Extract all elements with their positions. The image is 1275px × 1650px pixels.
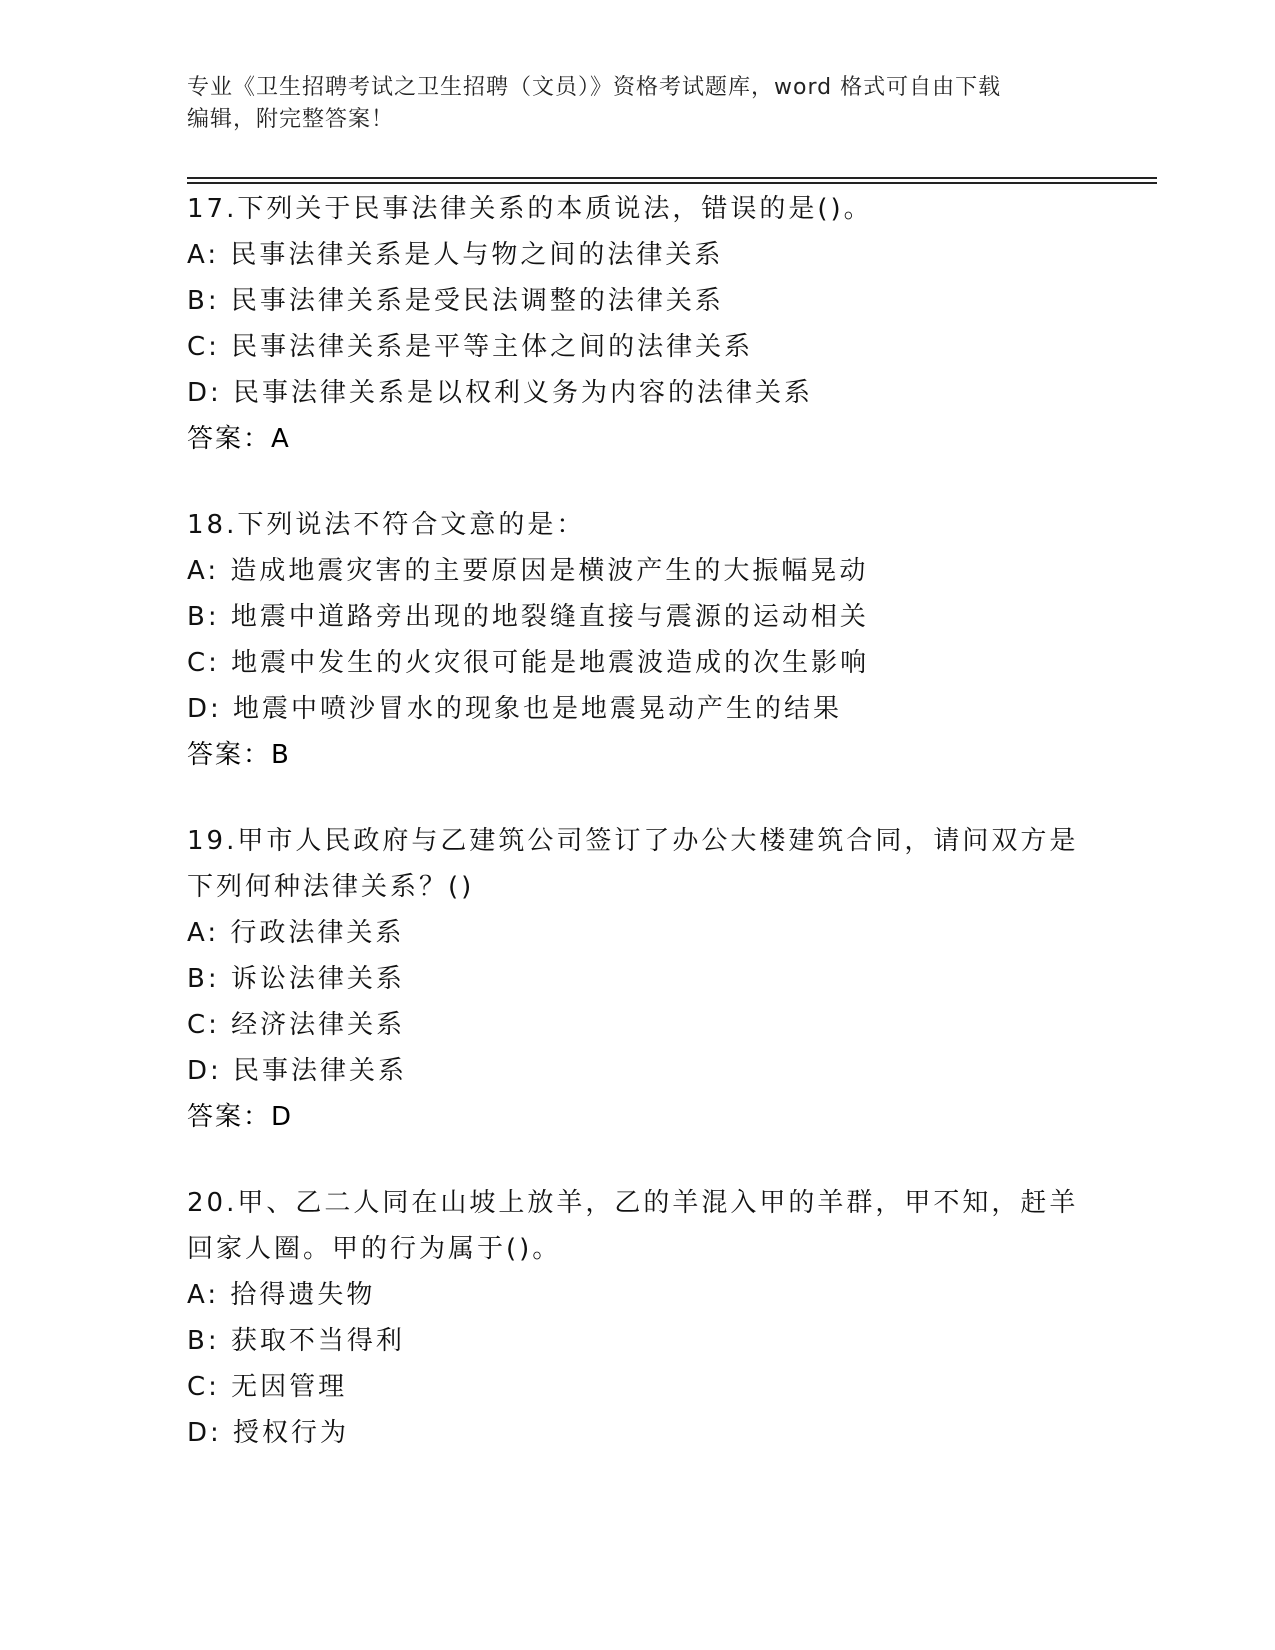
question-stem-line-2: 下列何种法律关系？() [187, 872, 475, 902]
document-header [187, 72, 1067, 136]
question-20 [187, 1180, 1087, 1456]
answer: 答案：B [187, 740, 291, 770]
option-a: A: 行政法律关系 [187, 918, 405, 948]
option-a: A: 民事法律关系是人与物之间的法律关系 [187, 240, 724, 270]
option-b: B: 获取不当得利 [187, 1326, 405, 1356]
option-b: B: 诉讼法律关系 [187, 964, 405, 994]
question-stem: 18.下列说法不符合文意的是： [187, 510, 586, 540]
option-c: C: 地震中发生的火灾很可能是地震波造成的次生影响 [187, 648, 870, 678]
option-c: C: 经济法律关系 [187, 1010, 406, 1040]
option-c: C: 民事法律关系是平等主体之间的法律关系 [187, 332, 754, 362]
option-b: B: 地震中道路旁出现的地裂缝直接与震源的运动相关 [187, 602, 869, 632]
header-divider-top [187, 177, 1157, 179]
question-19 [187, 818, 1087, 1140]
question-stem-line-2: 回家人圈。甲的行为属于()。 [187, 1234, 562, 1264]
header-line-1: 专业《卫生招聘考试之卫生招聘（文员）》资格考试题库，word 格式可自由下载 [187, 75, 1002, 100]
question-18 [187, 502, 1087, 778]
option-a: A: 拾得遗失物 [187, 1280, 376, 1310]
header-divider-bottom [187, 182, 1157, 184]
option-d: D: 民事法律关系是以权利义务为内容的法律关系 [187, 378, 814, 408]
option-a: A: 造成地震灾害的主要原因是横波产生的大振幅晃动 [187, 556, 869, 586]
answer: 答案：D [187, 1102, 294, 1132]
question-17 [187, 186, 1087, 462]
question-stem: 17.下列关于民事法律关系的本质说法，错误的是()。 [187, 194, 873, 224]
option-c: C: 无因管理 [187, 1372, 348, 1402]
question-stem-line-1: 19.甲市人民政府与乙建筑公司签订了办公大楼建筑合同，请问双方是 [187, 826, 1079, 856]
option-d: D: 授权行为 [187, 1418, 350, 1448]
question-stem-line-1: 20.甲、乙二人同在山坡上放羊，乙的羊混入甲的羊群，甲不知，赶羊 [187, 1188, 1079, 1218]
header-line-2: 编辑，附完整答案！ [187, 107, 395, 132]
option-d: D: 地震中喷沙冒水的现象也是地震晃动产生的结果 [187, 694, 843, 724]
answer: 答案：A [187, 424, 291, 454]
option-d: D: 民事法律关系 [187, 1056, 408, 1086]
option-b: B: 民事法律关系是受民法调整的法律关系 [187, 286, 724, 316]
